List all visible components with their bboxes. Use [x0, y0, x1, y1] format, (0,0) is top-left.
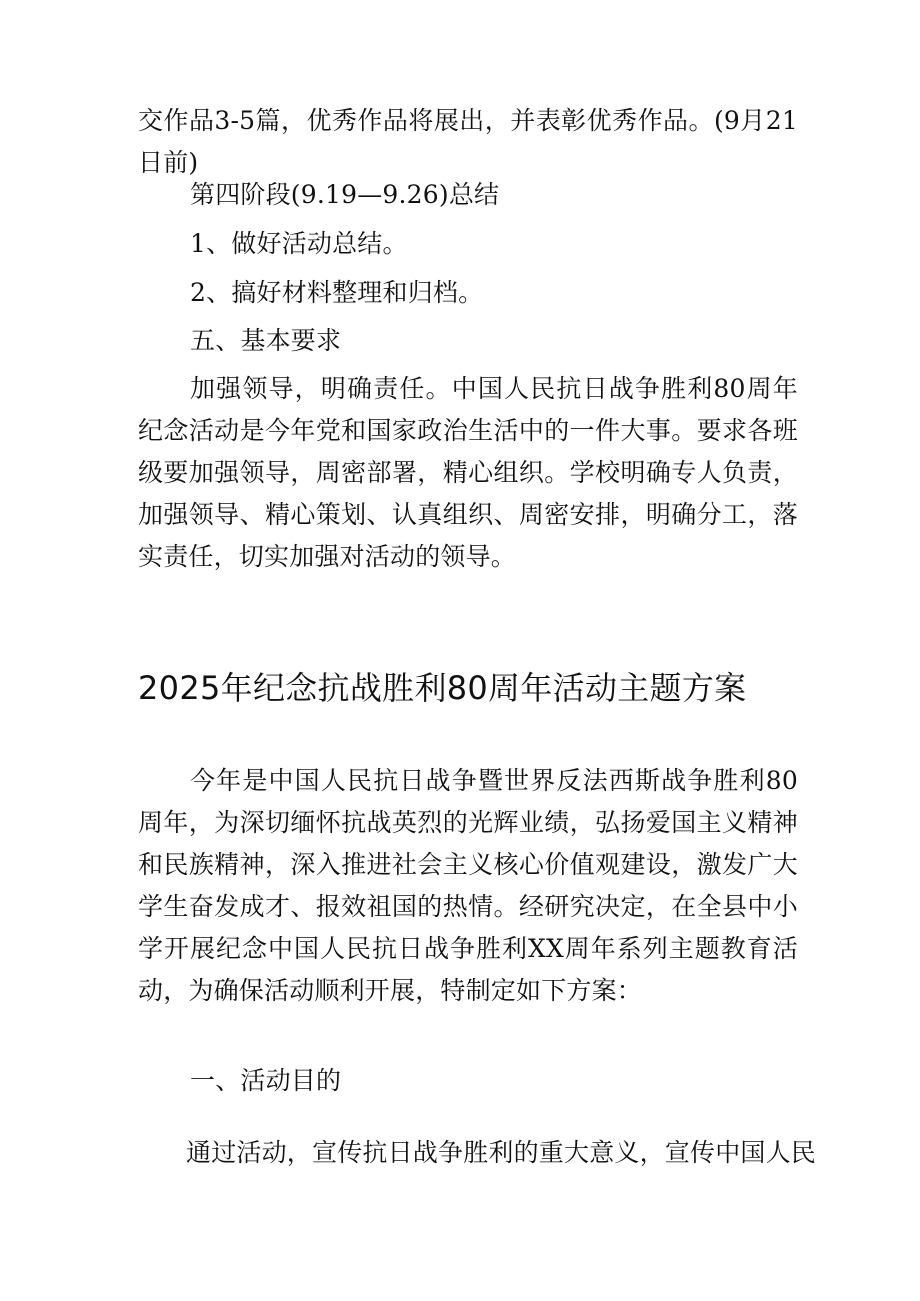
section-basic-requirements: 五、基本要求: [190, 326, 342, 355]
paragraph-introduction: 今年是中国人民抗日战争暨世界反法西斯战争胜利80周年，为深切缅怀抗战英烈的光辉业绩，弘扬爱国主义精神和民族精神，深入推进社会主义核心价值观建设，激发广大学生奋发成才、报效祖国的热情。经研究决定，在全县中小学开展纪念中国人民抗日战争胜利XX周年系列主题教育活动，为确保活动顺利开展，特制定如下方案：: [138, 766, 798, 1005]
paragraph-leadership: 加强领导，明确责任。中国人民抗日战争胜利80周年纪念活动是今年党和国家政治生活中的一件大事。要求各班级要加强领导，周密部署，精心组织。学校明确专人负责，加强领导、精心策划、认真组织、周密安排，明确分工，落实责任，切实加强对活动的领导。: [138, 374, 798, 571]
section-activity-purpose: 一、活动目的: [190, 1066, 342, 1095]
list-item-summary: 1、做好活动总结。: [190, 229, 408, 258]
document-title: 2025年纪念抗战胜利80周年活动主题方案: [138, 669, 747, 707]
stage-four-heading: 第四阶段(9.19—9.26)总结: [190, 180, 500, 209]
paragraph-submission-note: 交作品3-5篇，优秀作品将展出，并表彰优秀作品。(9月21日前): [138, 106, 798, 177]
paragraph-purpose-text: 通过活动，宣传抗日战争胜利的重大意义，宣传中国人民: [186, 1138, 817, 1167]
list-item-archive: 2、搞好材料整理和归档。: [190, 278, 484, 307]
